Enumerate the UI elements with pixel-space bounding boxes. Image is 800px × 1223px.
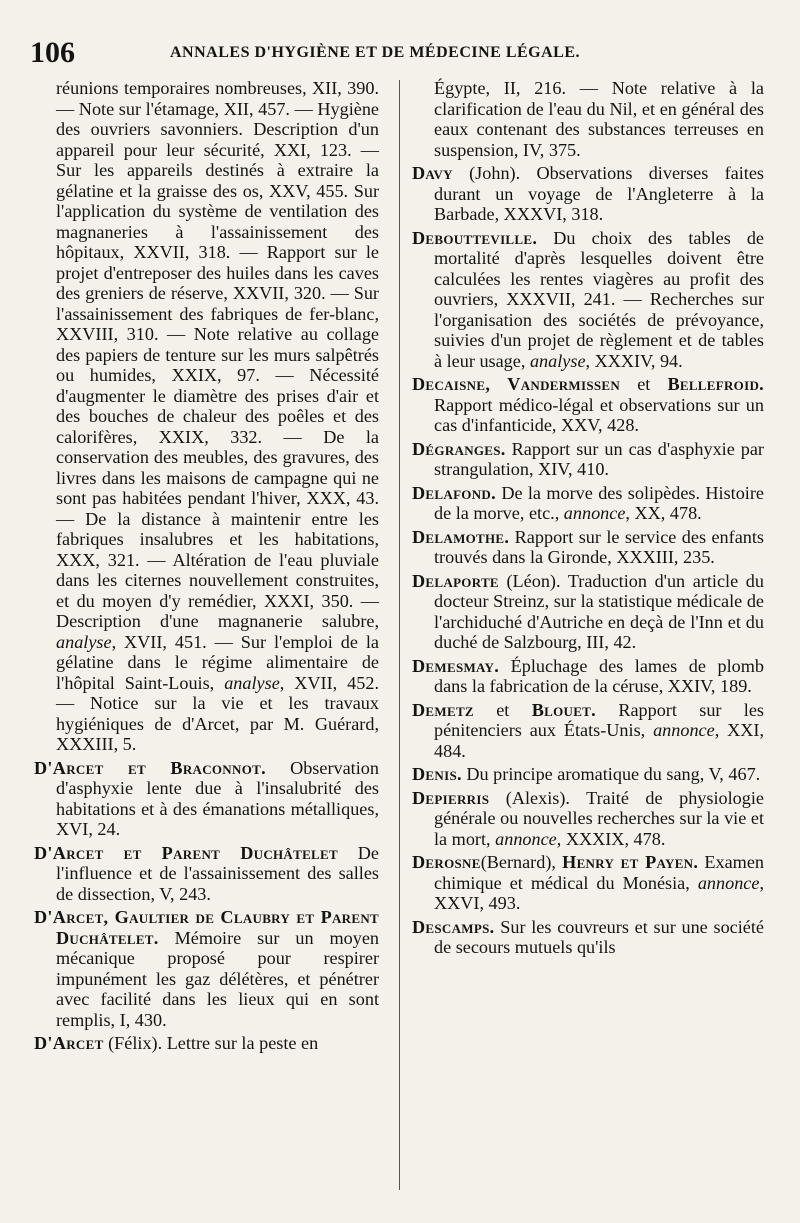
italic-note: analyse bbox=[529, 350, 586, 371]
entry-text: Examen chimique et médical du Monésia, bbox=[434, 852, 764, 893]
author-name: Demesmay. bbox=[412, 655, 500, 676]
entry-text: (Félix). Lettre sur la peste en bbox=[103, 1033, 319, 1053]
author-name: D'Arcet bbox=[34, 1033, 104, 1053]
italic-note: annonce bbox=[653, 720, 715, 740]
index-entry bbox=[412, 228, 764, 372]
author-name: Bellefroid. bbox=[667, 374, 764, 394]
index-entry-continuation bbox=[34, 78, 379, 755]
index-entry bbox=[34, 758, 379, 840]
entry-text: , XXXIX, 478. bbox=[556, 828, 666, 849]
author-name: Derosne bbox=[412, 852, 481, 872]
index-entry bbox=[412, 163, 764, 225]
index-entry-continuation bbox=[412, 78, 764, 160]
index-entry bbox=[412, 788, 764, 850]
index-entry bbox=[412, 700, 764, 762]
entry-text: , XXVI, 493. bbox=[434, 872, 764, 913]
author-name: Dégranges. bbox=[412, 438, 506, 459]
author-name: Demetz bbox=[412, 699, 474, 720]
entry-text: De l'influence et de l'assainissement des salles de dissection, V, 243. bbox=[56, 842, 379, 904]
page-header bbox=[30, 36, 770, 70]
running-title: ANNALES D'HYGIÈNE ET DE MÉDECINE LÉGALE. bbox=[170, 44, 581, 61]
entry-text: Rapport sur un cas d'asphyxie par strangulation, XIV, 410. bbox=[434, 438, 764, 479]
author-name: Decaisne, Vandermissen bbox=[412, 374, 621, 394]
italic-note: analyse bbox=[56, 631, 112, 652]
entry-text: Mémoire sur un moyen mécanique proposé pour respirer impunément les gaz délétères, et pénétrer avec facilité dans les lieux qui en sont remplis, I, 430. bbox=[56, 927, 379, 1030]
entry-text: Rapport sur le service des enfants trouvés dans la Gironde, XXXIII, 235. bbox=[434, 526, 764, 567]
entry-text: , XX, 478. bbox=[625, 503, 702, 523]
entry-text: (John). Observations diverses faites durant un voyage de l'Angleterre à la Barbade, XXXVI, 318. bbox=[434, 163, 764, 224]
italic-note: annonce bbox=[697, 872, 760, 893]
author-name: Descamps. bbox=[412, 916, 495, 937]
index-entry bbox=[412, 439, 764, 480]
page-number: 106 bbox=[30, 36, 75, 69]
author-name: Blouet. bbox=[531, 699, 596, 720]
author-name: Denis. bbox=[412, 764, 462, 784]
entry-text: (Bernard), bbox=[480, 852, 563, 872]
entry-text: , XXXIV, 94. bbox=[585, 350, 683, 371]
author-name: D'Arcet et Braconnot. bbox=[34, 757, 266, 778]
entry-text: Rapport sur les pénitenciers aux États-Unis, bbox=[434, 699, 764, 740]
italic-note: analyse bbox=[224, 672, 280, 693]
entry-text: (Léon). Traduction d'un article du docteur Streinz, sur la statistique médicale de l'archiduché d'Autriche en deçà de l'Inn et du duché de Salzbourg, III, 42. bbox=[434, 570, 764, 652]
index-entry bbox=[412, 483, 764, 524]
entry-text: Du choix des tables de mortalité d'après lesquelles doivent être calculées les rentes viagères au profit des ouvriers, XXXVII, 241. — Recherches sur l'organisation des sociétés de prévoyance, suivies d'un projet de règlement et de tables à leur usage, bbox=[434, 227, 764, 371]
author-name: Delamothe. bbox=[412, 526, 510, 547]
entry-text: Rapport médico-légal et observations sur un cas d'infanticide, XXV, 428. bbox=[434, 394, 764, 435]
right-column bbox=[412, 78, 764, 961]
author-name: Davy bbox=[412, 163, 453, 183]
entry-text: Du principe aromatique du sang, V, 467. bbox=[461, 764, 761, 784]
entry-text: , XVII, 452. — Notice sur la vie et les travaux hygiéniques de d'Arcet, par M. Guérard, XXXIII, 5. bbox=[56, 672, 379, 754]
entry-text: Épluchage des lames de plomb dans la fabrication de la céruse, XXIV, 189. bbox=[434, 655, 764, 696]
entry-text: Observation d'asphyxie lente due à l'insalubrité des habitations et à des émanations métalliques, XVI, 24. bbox=[56, 757, 379, 839]
entry-text: et bbox=[473, 699, 532, 720]
entry-text: , XVII, 451. — Sur l'emploi de la gélatine dans le régime alimentaire de l'hôpital Saint-Louis, bbox=[56, 631, 379, 693]
author-name: Henry et Payen. bbox=[562, 852, 699, 872]
italic-note: annonce bbox=[495, 828, 557, 849]
author-name: D'Arcet et Parent Duchâtelet bbox=[34, 842, 338, 863]
index-entry bbox=[412, 571, 764, 653]
entry-text: (Alexis). Traité de physiologie générale ou nouvelles recherches sur la vie et la mort, bbox=[434, 787, 764, 849]
left-column bbox=[34, 78, 379, 1057]
index-entry bbox=[34, 1033, 379, 1054]
entry-text: réunions temporaires nombreuses, XII, 390. — Note sur l'étamage, XII, 457. — Hygiène des ouvriers savonniers. Description d'un appareil pour leur sécurité, XXI, 123. — Sur les appareils destinés à extraire la gélatine et la graisse des os, XXV, 455. Sur l'application du système de ventilation des magnaneries à l'assainissement des hôpitaux, XXVII, 318. — Rapport sur le projet d'entreposer des huiles dans les caves des greniers de réserve, XXVII, 320. — Sur l'assainissement des fabriques de fer-blanc, XXVIII, 310. — Note relative au collage des papiers de tenture sur les murs salpêtrés ou humides, XXIX, 97. — Nécessité d'augmenter le diamètre des prises d'air et des bouches de chaleur des poêles et des calorifères, XXIX, 332. — De la conservation des meubles, des gravures, des livres dans les maisons de campagne qui ne sont pas habitées pendant l'hiver, XXX, 43. — De la distance à maintenir entre les fabriques insalubres et les habitations, XXX, 321. — Altération de l'eau pluviale dans les citernes nouvellement construites, et du moyen d'y remédier, XXXI, 350. — Description d'une magnanerie salubre, bbox=[56, 78, 379, 631]
author-name: Depierris bbox=[412, 787, 490, 808]
index-entry bbox=[412, 852, 764, 914]
italic-note: annonce bbox=[563, 503, 626, 523]
entry-text: et bbox=[620, 374, 668, 394]
index-entry bbox=[34, 843, 379, 905]
index-entry bbox=[412, 656, 764, 697]
author-name: Deboutteville. bbox=[412, 227, 538, 248]
index-entry bbox=[34, 907, 379, 1030]
author-name: Delafond. bbox=[412, 482, 496, 503]
index-entry bbox=[412, 764, 764, 785]
author-name: D'Arcet, Gaultier de Claubry et Parent Duchâtelet. bbox=[34, 907, 379, 948]
index-entry bbox=[412, 527, 764, 568]
entry-text: Égypte, II, 216. — Note relative à la clarification de l'eau du Nil, et en général des eaux contenant des substances terreuses en suspension, IV, 375. bbox=[434, 78, 764, 160]
entry-text: , XXI, 484. bbox=[434, 720, 764, 761]
author-name: Delaporte bbox=[412, 570, 499, 591]
column-divider bbox=[399, 80, 400, 1190]
entry-text: De la morve des solipèdes. Histoire de la morve, etc., bbox=[434, 482, 764, 523]
index-entry bbox=[412, 374, 764, 436]
entry-text: Sur les couvreurs et sur une société de secours mutuels qu'ils bbox=[434, 916, 764, 957]
index-entry bbox=[412, 917, 764, 958]
